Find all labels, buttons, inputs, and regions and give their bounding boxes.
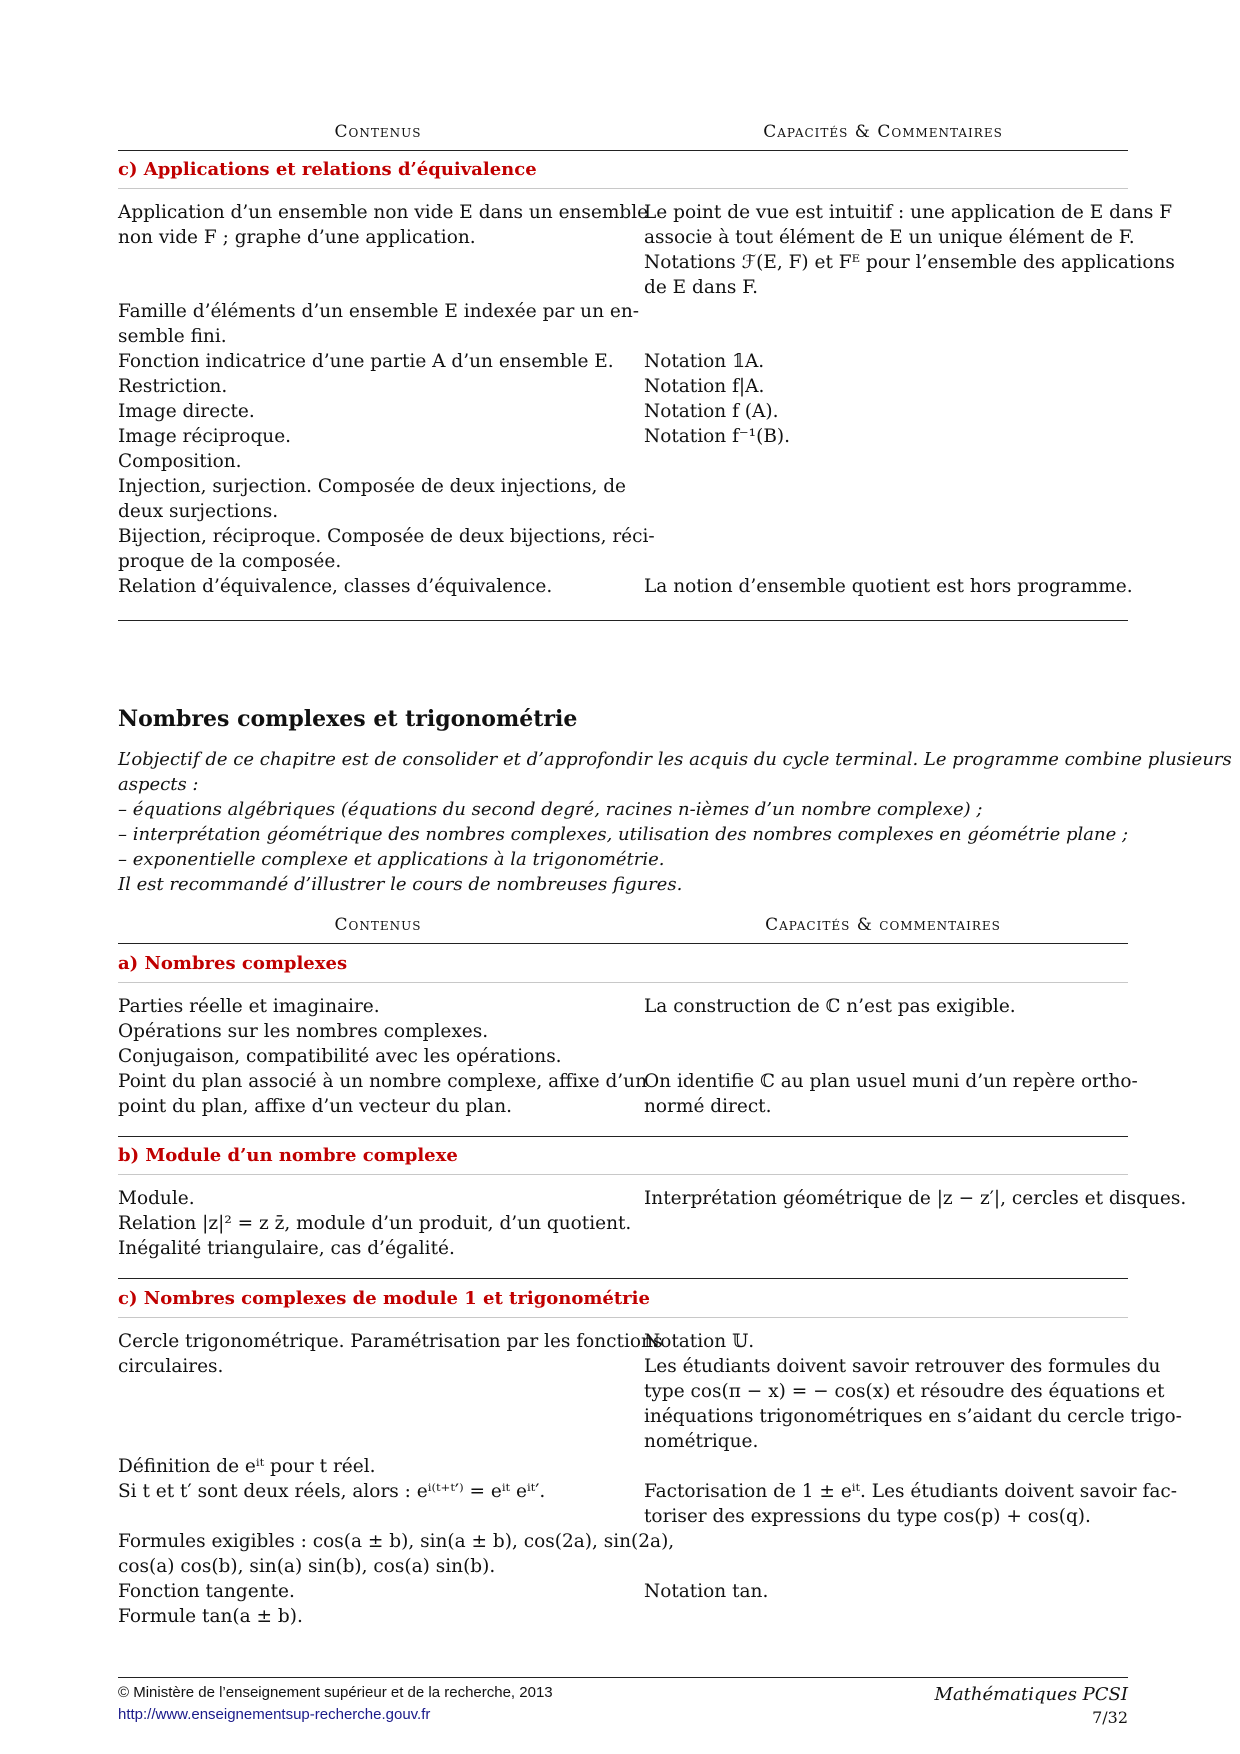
header-contenus: Contenus bbox=[334, 122, 422, 142]
section-heading: c) Applications et relations d’équivalence bbox=[118, 159, 537, 180]
section-end-rule bbox=[118, 1278, 1128, 1279]
footer-url-link[interactable]: http://www.enseignementsup-recherche.gouv.fr bbox=[118, 1706, 431, 1723]
section-end-rule bbox=[118, 1136, 1128, 1137]
section-heading: b) Module d’un nombre complexe bbox=[118, 1145, 458, 1166]
header-capacites: Capacités & commentaires bbox=[765, 915, 1001, 935]
section-rule bbox=[118, 1174, 1128, 1175]
chapter-title: Nombres complexes et trigonométrie bbox=[118, 706, 578, 732]
header-rule bbox=[118, 150, 1128, 151]
header-rule bbox=[118, 943, 1128, 944]
section-heading: a) Nombres complexes bbox=[118, 953, 348, 974]
chapter-intro: L’objectif de ce chapitre est de consolider et d’approfondir les acquis du cycle terminal. Le programme combine plusieurs aspects : – équations algébriques (équations du second degré, racines n-ièmes d’un nombre complexe) ; – interprétation géométrique des nombres complexes, utilisation des nombres complexes en géométrie plane ; – exponentielle complexe et applications à la trigonométrie. Il est recommandé d’illustrer le cours de nombreuses figures. bbox=[118, 749, 1232, 895]
table-end-rule bbox=[118, 620, 1128, 621]
row-comment: Le point de vue est intuitif : une application de E dans F associe à tout élément de E un unique élément de F. Notations ℱ(E, F) et Fᴱ pour l’ensemble des applications de E dans F. bbox=[644, 202, 1175, 298]
footer-rule bbox=[118, 1677, 1128, 1678]
table-header bbox=[118, 909, 1128, 939]
header-contenus: Contenus bbox=[334, 915, 422, 935]
row-content: Application d’un ensemble non vide E dans un ensemble non vide F ; graphe d’une application. bbox=[118, 202, 649, 248]
header-capacites: Capacités & Commentaires bbox=[763, 122, 1003, 142]
section-heading: c) Nombres complexes de module 1 et trigonométrie bbox=[118, 1288, 650, 1309]
footer-subject: Mathématiques PCSI bbox=[934, 1684, 1128, 1705]
section-rule bbox=[118, 188, 1128, 189]
table-header bbox=[118, 116, 1128, 146]
section-rule bbox=[118, 982, 1128, 983]
footer-copyright: © Ministère de l’enseignement supérieur et de la recherche, 2013 bbox=[118, 1684, 553, 1701]
footer-page-number: 7/32 bbox=[1092, 1708, 1128, 1727]
section-rule bbox=[118, 1317, 1128, 1318]
row-content: Famille d’éléments d’un ensemble E indexée par un en- semble fini. bbox=[118, 301, 639, 347]
